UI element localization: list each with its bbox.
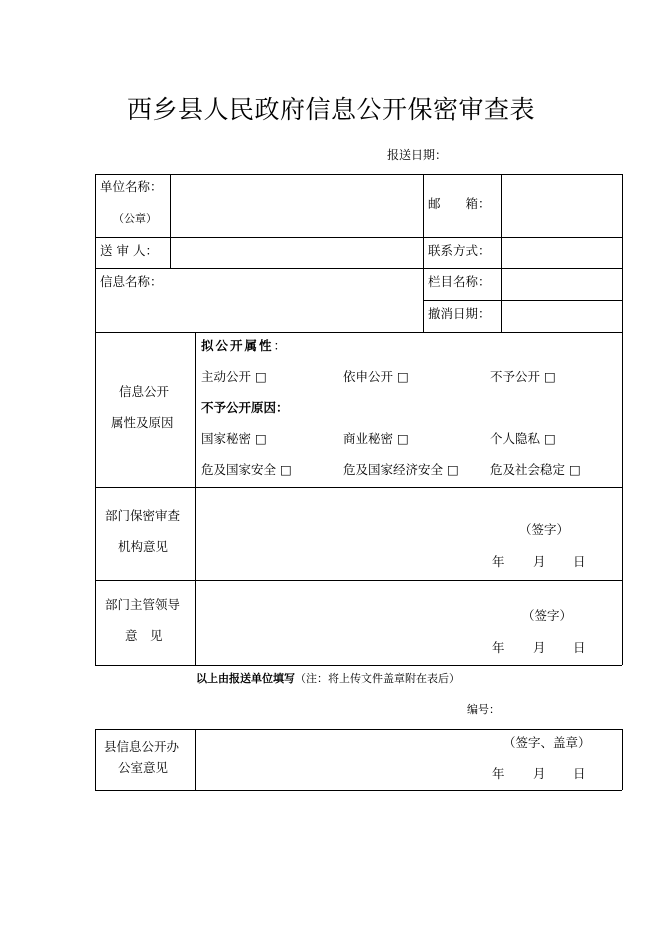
option-national-security[interactable]: 危及国家安全 □ xyxy=(201,462,292,477)
proposed-attr-heading: 拟公开属性： xyxy=(201,338,287,353)
reviewer-field[interactable] xyxy=(171,238,422,267)
dept-review-month-label: 月 xyxy=(533,554,546,569)
office-label-line1: 县信息公开办 xyxy=(104,739,180,754)
info-name-field[interactable] xyxy=(160,269,422,331)
dept-review-label-line1: 部门保密审查 xyxy=(105,508,181,523)
dept-leader-signature-label: （签字） xyxy=(522,608,573,623)
unit-name-field[interactable] xyxy=(171,175,422,236)
office-signature-seal-label: （签字、盖章） xyxy=(503,735,591,750)
dept-leader-label-line2: 意 见 xyxy=(125,628,163,643)
dept-leader-year-label: 年 xyxy=(492,640,505,655)
dept-review-signature-label: （签字） xyxy=(519,522,570,537)
dept-leader-month-label: 月 xyxy=(533,640,546,655)
office-year-label: 年 xyxy=(492,766,505,781)
info-name-label: 信息名称： xyxy=(100,274,163,289)
reason-heading: 不予公开原因： xyxy=(201,400,289,415)
footer-note: 以上由报送单位填写（注：将上传文件盖章附在表后） xyxy=(196,672,460,685)
option-state-secret[interactable]: 国家秘密 □ xyxy=(201,431,267,446)
dept-review-label-line2: 机构意见 xyxy=(118,539,169,554)
number-label: 编号： xyxy=(467,703,500,716)
option-active-disclosure[interactable]: 主动公开 □ xyxy=(201,369,267,384)
contact-label: 联系方式： xyxy=(428,243,491,258)
column-name-field[interactable] xyxy=(502,269,621,299)
dept-review-day-label: 日 xyxy=(573,554,586,569)
dept-leader-day-label: 日 xyxy=(573,640,586,655)
revoke-date-label: 撤消日期： xyxy=(428,306,491,321)
option-no-disclosure[interactable]: 不予公开 □ xyxy=(490,369,556,384)
mailbox-label: 邮 箱： xyxy=(428,196,491,211)
contact-field[interactable] xyxy=(502,238,621,267)
submit-date-label: 报送日期： xyxy=(387,148,448,162)
attr-label-line1: 信息公开 xyxy=(119,384,170,399)
option-economic-security[interactable]: 危及国家经济安全 □ xyxy=(343,462,459,477)
office-day-label: 日 xyxy=(573,766,586,781)
column-name-label: 栏目名称： xyxy=(428,274,491,289)
seal-label: （公章） xyxy=(113,212,157,225)
dept-leader-label-line1: 部门主管领导 xyxy=(105,597,181,612)
attr-label-line2: 属性及原因 xyxy=(111,415,174,430)
office-month-label: 月 xyxy=(533,766,546,781)
reviewer-label: 送 审 人： xyxy=(100,243,158,258)
office-label-line2: 公室意见 xyxy=(118,760,169,775)
option-personal-privacy[interactable]: 个人隐私 □ xyxy=(490,431,556,446)
option-commercial-secret[interactable]: 商业秘密 □ xyxy=(343,431,409,446)
dept-review-year-label: 年 xyxy=(492,554,505,569)
revoke-date-field[interactable] xyxy=(502,301,621,331)
page-title: 西乡县人民政府信息公开保密审查表 xyxy=(126,95,535,124)
mailbox-field[interactable] xyxy=(502,175,621,236)
option-on-request-disclosure[interactable]: 依申公开 □ xyxy=(343,369,409,384)
option-social-stability[interactable]: 危及社会稳定 □ xyxy=(490,462,581,477)
unit-name-label: 单位名称： xyxy=(100,179,163,194)
